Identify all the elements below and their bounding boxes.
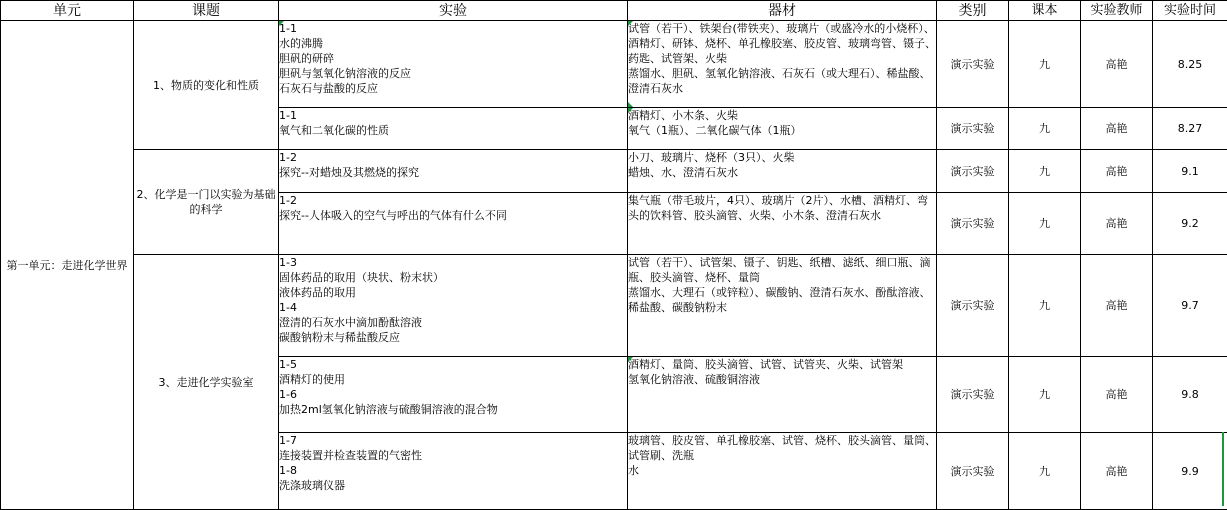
experiment-line: 液体药品的取用 xyxy=(279,285,627,300)
teacher-cell[interactable]: 高艳 xyxy=(1081,193,1153,255)
experiment-cell[interactable] xyxy=(279,433,628,510)
experiment-line: 连接装置并检查装置的气密性 xyxy=(279,448,627,463)
equipment-cell[interactable] xyxy=(628,255,937,357)
header-cell-teacher[interactable]: 实验教师 xyxy=(1081,1,1153,21)
equipment-cell[interactable] xyxy=(628,433,937,510)
header-row xyxy=(1,1,1227,21)
experiment-line: 石灰石与盐酸的反应 xyxy=(279,81,627,96)
textbook-cell[interactable]: 九 xyxy=(1009,255,1081,357)
experiment-line: 洗涤玻璃仪器 xyxy=(279,478,627,493)
experiment-line: 1-1 xyxy=(279,21,627,36)
experiment-line: 澄清的石灰水中滴加酚酞溶液 xyxy=(279,315,627,330)
equipment-line: 小刀、玻璃片、烧杯（3只）、火柴 xyxy=(628,150,936,165)
experiment-line: 加热2ml氢氧化钠溶液与硫酸铜溶液的混合物 xyxy=(279,402,627,417)
textbook-cell[interactable]: 九 xyxy=(1009,193,1081,255)
equipment-line: 酒精灯、小木条、火柴 xyxy=(628,108,936,123)
textbook-cell[interactable]: 九 xyxy=(1009,433,1081,510)
category-cell[interactable]: 演示实验 xyxy=(937,433,1009,510)
time-cell[interactable]: 9.2 xyxy=(1153,193,1227,255)
table-row xyxy=(1,150,1227,193)
category-cell[interactable]: 演示实验 xyxy=(937,255,1009,357)
equipment-line: 玻璃管、胶皮管、单孔橡胶塞、试管、烧杯、胶头滴管、量筒、试管刷、洗瓶 xyxy=(628,433,936,463)
cell-selection-edge xyxy=(1222,432,1224,506)
experiment-cell[interactable] xyxy=(279,255,628,357)
teacher-cell[interactable]: 高艳 xyxy=(1081,255,1153,357)
equipment-line: 酒精灯、量筒、胶头滴管、试管、试管夹、火柴、试管架 xyxy=(628,357,936,372)
equipment-line: 试管（若干）、铁架台(带铁夹）、玻璃片（或盛冷水的小烧杯）、酒精灯、研钵、烧杯、单孔橡胶塞、胶皮管、玻璃弯管、镊子、药匙、试管架、火柴 xyxy=(628,21,936,66)
experiment-line: 水的沸腾 xyxy=(279,36,627,51)
equipment-line: 氧气（1瓶）、二氧化碳气体（1瓶） xyxy=(628,123,936,138)
equipment-cell[interactable] xyxy=(628,357,937,433)
experiment-line: 1-1 xyxy=(279,108,627,123)
time-cell[interactable]: 8.25 xyxy=(1153,21,1227,108)
equipment-line: 蜡烛、水、澄清石灰水 xyxy=(628,165,936,180)
teacher-cell[interactable]: 高艳 xyxy=(1081,150,1153,193)
textbook-cell[interactable]: 九 xyxy=(1009,150,1081,193)
teacher-cell[interactable]: 高艳 xyxy=(1081,21,1153,108)
experiment-line: 1-4 xyxy=(279,300,627,315)
textbook-cell[interactable]: 九 xyxy=(1009,357,1081,433)
header-cell-category[interactable]: 类别 xyxy=(937,1,1009,21)
category-cell[interactable]: 演示实验 xyxy=(937,108,1009,150)
experiment-line: 1-2 xyxy=(279,150,627,165)
equipment-cell[interactable] xyxy=(628,150,937,193)
topic-label: 2、化学是一门以实验为基础的科学 xyxy=(137,188,276,216)
category-cell[interactable]: 演示实验 xyxy=(937,150,1009,193)
experiment-line: 固体药品的取用（块状、粉末状） xyxy=(279,270,627,285)
time-cell[interactable]: 8.27 xyxy=(1153,108,1227,150)
unit-label: 第一单元：走进化学世界 xyxy=(7,259,128,272)
experiment-cell[interactable] xyxy=(279,193,628,255)
header-cell-time[interactable]: 实验时间 xyxy=(1153,1,1227,21)
experiment-cell[interactable] xyxy=(279,357,628,433)
header-cell-unit[interactable]: 单元 xyxy=(1,1,134,21)
equipment-line: 蒸馏水、大理石（或锌粒）、碳酸钠、澄清石灰水、酚酞溶液、稀盐酸、碳酸钠粉末 xyxy=(628,285,936,315)
experiment-line: 1-3 xyxy=(279,255,627,270)
teacher-cell[interactable]: 高艳 xyxy=(1081,357,1153,433)
table-row xyxy=(1,255,1227,357)
time-cell[interactable]: 9.1 xyxy=(1153,150,1227,193)
experiment-cell[interactable] xyxy=(279,108,628,150)
topic-label: 3、走进化学实验室 xyxy=(159,376,254,389)
experiment-cell[interactable] xyxy=(279,21,628,108)
teacher-cell[interactable]: 高艳 xyxy=(1081,433,1153,510)
experiment-line: 酒精灯的使用 xyxy=(279,372,627,387)
category-cell[interactable]: 演示实验 xyxy=(937,357,1009,433)
category-cell[interactable]: 演示实验 xyxy=(937,193,1009,255)
equipment-cell[interactable] xyxy=(628,108,937,150)
equipment-cell[interactable] xyxy=(628,21,937,108)
experiment-line: 胆矾与氢氧化钠溶液的反应 xyxy=(279,66,627,81)
experiment-line: 1-8 xyxy=(279,463,627,478)
time-cell[interactable]: 9.7 xyxy=(1153,255,1227,357)
header-cell-topic[interactable]: 课题 xyxy=(134,1,279,21)
equipment-line: 试管（若干）、试管架、镊子、钥匙、纸槽、滤纸、细口瓶、滴瓶、胶头滴管、烧杯、量筒 xyxy=(628,255,936,285)
topic-cell[interactable] xyxy=(134,21,279,150)
time-cell[interactable]: 9.8 xyxy=(1153,357,1227,433)
experiment-cell[interactable] xyxy=(279,150,628,193)
header-cell-experiment[interactable]: 实验 xyxy=(279,1,628,21)
experiment-line: 1-6 xyxy=(279,387,627,402)
experiment-line: 氧气和二氧化碳的性质 xyxy=(279,123,627,138)
equipment-line: 集气瓶（带毛玻片，4只）、玻璃片（2片）、水槽、酒精灯、弯头的饮料管、胶头滴管、火柴、小木条、澄清石灰水 xyxy=(628,193,936,223)
teacher-cell[interactable]: 高艳 xyxy=(1081,108,1153,150)
experiment-line: 1-2 xyxy=(279,193,627,208)
table-row xyxy=(1,21,1227,108)
experiment-line: 探究--人体吸入的空气与呼出的气体有什么不同 xyxy=(279,208,627,223)
time-cell[interactable]: 9.9 xyxy=(1153,433,1227,510)
header-cell-textbook[interactable]: 课本 xyxy=(1009,1,1081,21)
equipment-line: 蒸馏水、胆矾、氢氧化钠溶液、石灰石（或大理石）、稀盐酸、 澄清石灰水 xyxy=(628,66,936,96)
header-cell-equipment[interactable]: 器材 xyxy=(628,1,937,21)
topic-label: 1、物质的变化和性质 xyxy=(153,79,259,92)
category-cell[interactable]: 演示实验 xyxy=(937,21,1009,108)
experiment-line: 1-5 xyxy=(279,357,627,372)
experiment-line: 1-7 xyxy=(279,433,627,448)
equipment-line: 氢氧化钠溶液、硫酸铜溶液 xyxy=(628,372,936,387)
equipment-line: 水 xyxy=(628,463,936,478)
topic-cell[interactable] xyxy=(134,255,279,510)
unit-cell[interactable] xyxy=(1,21,134,510)
experiment-line: 胆矾的研碎 xyxy=(279,51,627,66)
experiment-line: 探究--对蜡烛及其燃烧的探究 xyxy=(279,165,627,180)
experiment-line: 碳酸钠粉末与稀盐酸反应 xyxy=(279,330,627,345)
textbook-cell[interactable]: 九 xyxy=(1009,21,1081,108)
textbook-cell[interactable]: 九 xyxy=(1009,108,1081,150)
topic-cell[interactable] xyxy=(134,150,279,255)
equipment-cell[interactable] xyxy=(628,193,937,255)
